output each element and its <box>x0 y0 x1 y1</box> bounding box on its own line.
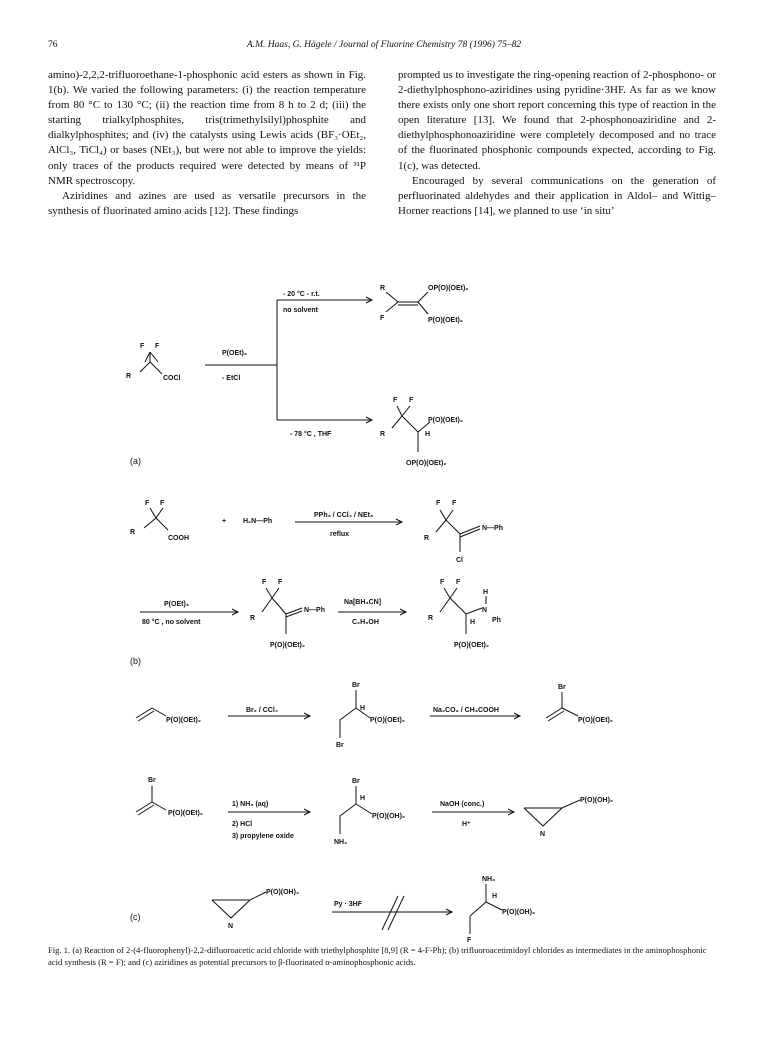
svg-text:P(O)(OEt)₂: P(O)(OEt)₂ <box>166 717 201 724</box>
svg-text:P(O)(OEt)₂: P(O)(OEt)₂ <box>428 317 463 324</box>
scheme-label-c: (c) <box>130 912 141 922</box>
svg-text:P(O)(OH)₂: P(O)(OH)₂ <box>580 797 614 804</box>
svg-text:P(O)(OH)₂: P(O)(OH)₂ <box>502 909 536 916</box>
svg-text:H: H <box>492 893 498 900</box>
running-title: A.M. Haas, G. Hägele / Journal of Fluorine Chemistry 78 (1996) 75–82 <box>246 40 522 50</box>
svg-text:F: F <box>278 579 283 586</box>
svg-text:F: F <box>452 500 457 507</box>
svg-text:P(O)(OEt)₂: P(O)(OEt)₂ <box>428 417 463 424</box>
svg-text:P(O)(OEt)₂: P(O)(OEt)₂ <box>270 642 305 649</box>
page-number: 76 <box>48 40 58 50</box>
left-paragraph-2: Aziridines and azines are used as versatile precursors in the synthesis of fluorinated amino acids [12]. These findings <box>48 189 366 217</box>
svg-text:NH₂: NH₂ <box>482 876 496 883</box>
svg-text:OP(O)(OEt)₂: OP(O)(OEt)₂ <box>428 285 469 292</box>
scheme-part-a <box>126 285 468 467</box>
svg-text:Ph: Ph <box>492 617 501 624</box>
svg-text:F: F <box>393 397 398 404</box>
svg-text:2) HCl: 2) HCl <box>232 821 253 828</box>
svg-text:reflux: reflux <box>330 531 350 538</box>
svg-text:N—Ph: N—Ph <box>482 525 503 532</box>
svg-text:COCl: COCl <box>163 375 181 382</box>
svg-text:H⁺: H⁺ <box>462 821 471 828</box>
scheme-part-b <box>130 500 503 666</box>
svg-text:P(O)(OEt)₂: P(O)(OEt)₂ <box>454 642 489 649</box>
svg-text:3) propylene oxide: 3) propylene oxide <box>232 833 294 840</box>
svg-text:P(O)(OH)₂: P(O)(OH)₂ <box>266 889 300 896</box>
svg-text:Cl: Cl <box>456 557 463 564</box>
svg-text:P(OEt)₃: P(OEt)₃ <box>164 601 190 608</box>
svg-text:H: H <box>425 431 431 438</box>
bisphosphonate-product <box>380 397 463 467</box>
svg-text:C₂H₅OH: C₂H₅OH <box>352 619 379 626</box>
svg-text:F: F <box>160 500 165 507</box>
bromovinyl-phosphonate-structure-2 <box>136 777 203 817</box>
right-paragraph-1: prompted us to investigate the ring-opening reaction of 2-phosphono- or 2-diethylphosphono-aziridines using pyridine·3HF. As far as we know there exists only one short report concerning this type of reaction in the open literature [13]. We found that 2-phosphonoaziridine and 2-diethylphosphonoaziridine were completely decomposed and no trace of the fluorinated phosphonic compounds expected, according to Fig. 1(c), was detected. <box>398 69 717 172</box>
imidoyl-chloride-structure <box>424 500 503 564</box>
svg-text:N: N <box>540 831 546 838</box>
svg-text:Br₂ / CCl₄: Br₂ / CCl₄ <box>246 707 279 714</box>
svg-text:R: R <box>250 615 256 622</box>
aziridine-phosphonic-acid-structure <box>524 797 613 838</box>
svg-text:80 °C , no solvent: 80 °C , no solvent <box>142 619 201 626</box>
dibromo-phosphonate-structure <box>336 682 405 749</box>
svg-text:R: R <box>380 285 386 292</box>
acid-structure <box>130 500 189 542</box>
svg-text:- 20 °C - r.t.: - 20 °C - r.t. <box>283 291 320 298</box>
imino-phosphonate-structure <box>250 579 325 649</box>
svg-text:H₂N—Ph: H₂N—Ph <box>243 518 273 525</box>
svg-text:F: F <box>262 579 267 586</box>
svg-text:- EtCl: - EtCl <box>222 375 241 382</box>
scheme-part-c <box>130 682 613 944</box>
svg-text:F: F <box>145 500 150 507</box>
svg-text:Na₂CO₃ / CH₃COOH: Na₂CO₃ / CH₃COOH <box>433 707 499 714</box>
svg-text:H: H <box>360 795 366 802</box>
svg-text:R: R <box>380 431 386 438</box>
svg-text:+: + <box>222 518 227 525</box>
svg-text:P(O)(OEt)₂: P(O)(OEt)₂ <box>370 717 405 724</box>
svg-text:N: N <box>482 607 488 614</box>
svg-text:R: R <box>428 615 434 622</box>
scheme-label-a: (a) <box>130 456 141 466</box>
vinyl-phosphonate-structure <box>136 708 201 724</box>
svg-text:Br: Br <box>352 778 360 785</box>
svg-text:Br: Br <box>148 777 156 784</box>
svg-text:R: R <box>130 529 136 536</box>
svg-text:F: F <box>155 343 160 350</box>
bromovinyl-phosphonate-structure <box>546 684 613 724</box>
svg-text:- 78 °C , THF: - 78 °C , THF <box>290 431 332 438</box>
svg-text:NH₂: NH₂ <box>334 839 348 846</box>
svg-text:F: F <box>409 397 414 404</box>
amino-bromo-acid-structure <box>334 778 405 846</box>
svg-text:OP(O)(OEt)₂: OP(O)(OEt)₂ <box>406 460 447 467</box>
svg-text:P(O)(OEt)₂: P(O)(OEt)₂ <box>168 810 203 817</box>
svg-text:P(O)(OH)₂: P(O)(OH)₂ <box>372 813 406 820</box>
svg-text:R: R <box>126 373 132 380</box>
svg-text:Br: Br <box>352 682 360 689</box>
svg-text:N—Ph: N—Ph <box>304 607 325 614</box>
aziridine-phosphonic-acid-structure-2 <box>212 889 299 930</box>
scheme-label-b: (b) <box>130 656 141 666</box>
svg-text:P(O)(OEt)₂: P(O)(OEt)₂ <box>578 717 613 724</box>
svg-text:Py · 3HF: Py · 3HF <box>334 901 363 908</box>
svg-text:H: H <box>470 619 476 626</box>
svg-text:COOH: COOH <box>168 535 189 542</box>
svg-text:Na[BH₃CN]: Na[BH₃CN] <box>344 599 382 606</box>
left-paragraph-1: amino)-2,2,2-trifluoroethane-1-phosphonic acid esters as shown in Fig. 1(b). We varied the following parameters: (i) the reaction temperature from 80 °C to 130 °C; (ii) the reaction time from 8 h to 2 d; (iii) the starting trialkylphosphites, tris(trimethylsilyl)phosphite and dialkylphosphites; and (iv) the catalysts using Lewis acids (BF₃·OEt₂, AlCl₃, TiCl₄) or bases (NEt₃), but were not able to improve the yields: only traces of the products required were detected by means of ³¹P NMR spectroscopy. <box>48 69 366 187</box>
svg-text:NaOH (conc.): NaOH (conc.) <box>440 801 485 808</box>
figure-caption: Fig. 1. (a) Reaction of 2-(4-fluorophenyl)-2,2-difluoroacetic acid chloride with triethylphosphite [8,9] (R = 4-F-Ph); (b) trifluoroacetimidoyl chlorides as intermediates in the aminophosphonic acid synthesis (R = F); and (c) aziridines as potential precursors to β-fluorinated α-aminophosphonic acids. <box>48 945 707 967</box>
svg-text:no solvent: no solvent <box>283 307 319 314</box>
svg-text:R: R <box>424 535 430 542</box>
svg-text:F: F <box>467 937 472 944</box>
svg-text:F: F <box>380 315 385 322</box>
svg-text:1) NH₃ (aq): 1) NH₃ (aq) <box>232 801 269 808</box>
amino-phosphonate-structure <box>428 579 501 649</box>
svg-text:Br: Br <box>558 684 566 691</box>
svg-text:N: N <box>228 923 234 930</box>
acid-chloride-structure <box>126 343 181 382</box>
svg-text:H: H <box>360 705 366 712</box>
svg-text:F: F <box>456 579 461 586</box>
svg-text:F: F <box>440 579 445 586</box>
svg-text:Br: Br <box>336 742 344 749</box>
fluoro-aminophosphonic-acid-structure <box>467 876 535 944</box>
svg-text:H: H <box>483 589 489 596</box>
svg-text:P(OEt)₃: P(OEt)₃ <box>222 350 248 357</box>
enol-phosphate-product <box>380 285 468 324</box>
svg-text:PPh₃ / CCl₄ / NEt₃: PPh₃ / CCl₄ / NEt₃ <box>314 512 374 519</box>
svg-text:F: F <box>436 500 441 507</box>
right-paragraph-2: Encouraged by several communications on the generation of perfluorinated aldehydes and their application in Aldol– and Wittig–Horner reactions [14], we planned to use ‘in situ’ <box>398 174 716 217</box>
svg-text:F: F <box>140 343 145 350</box>
